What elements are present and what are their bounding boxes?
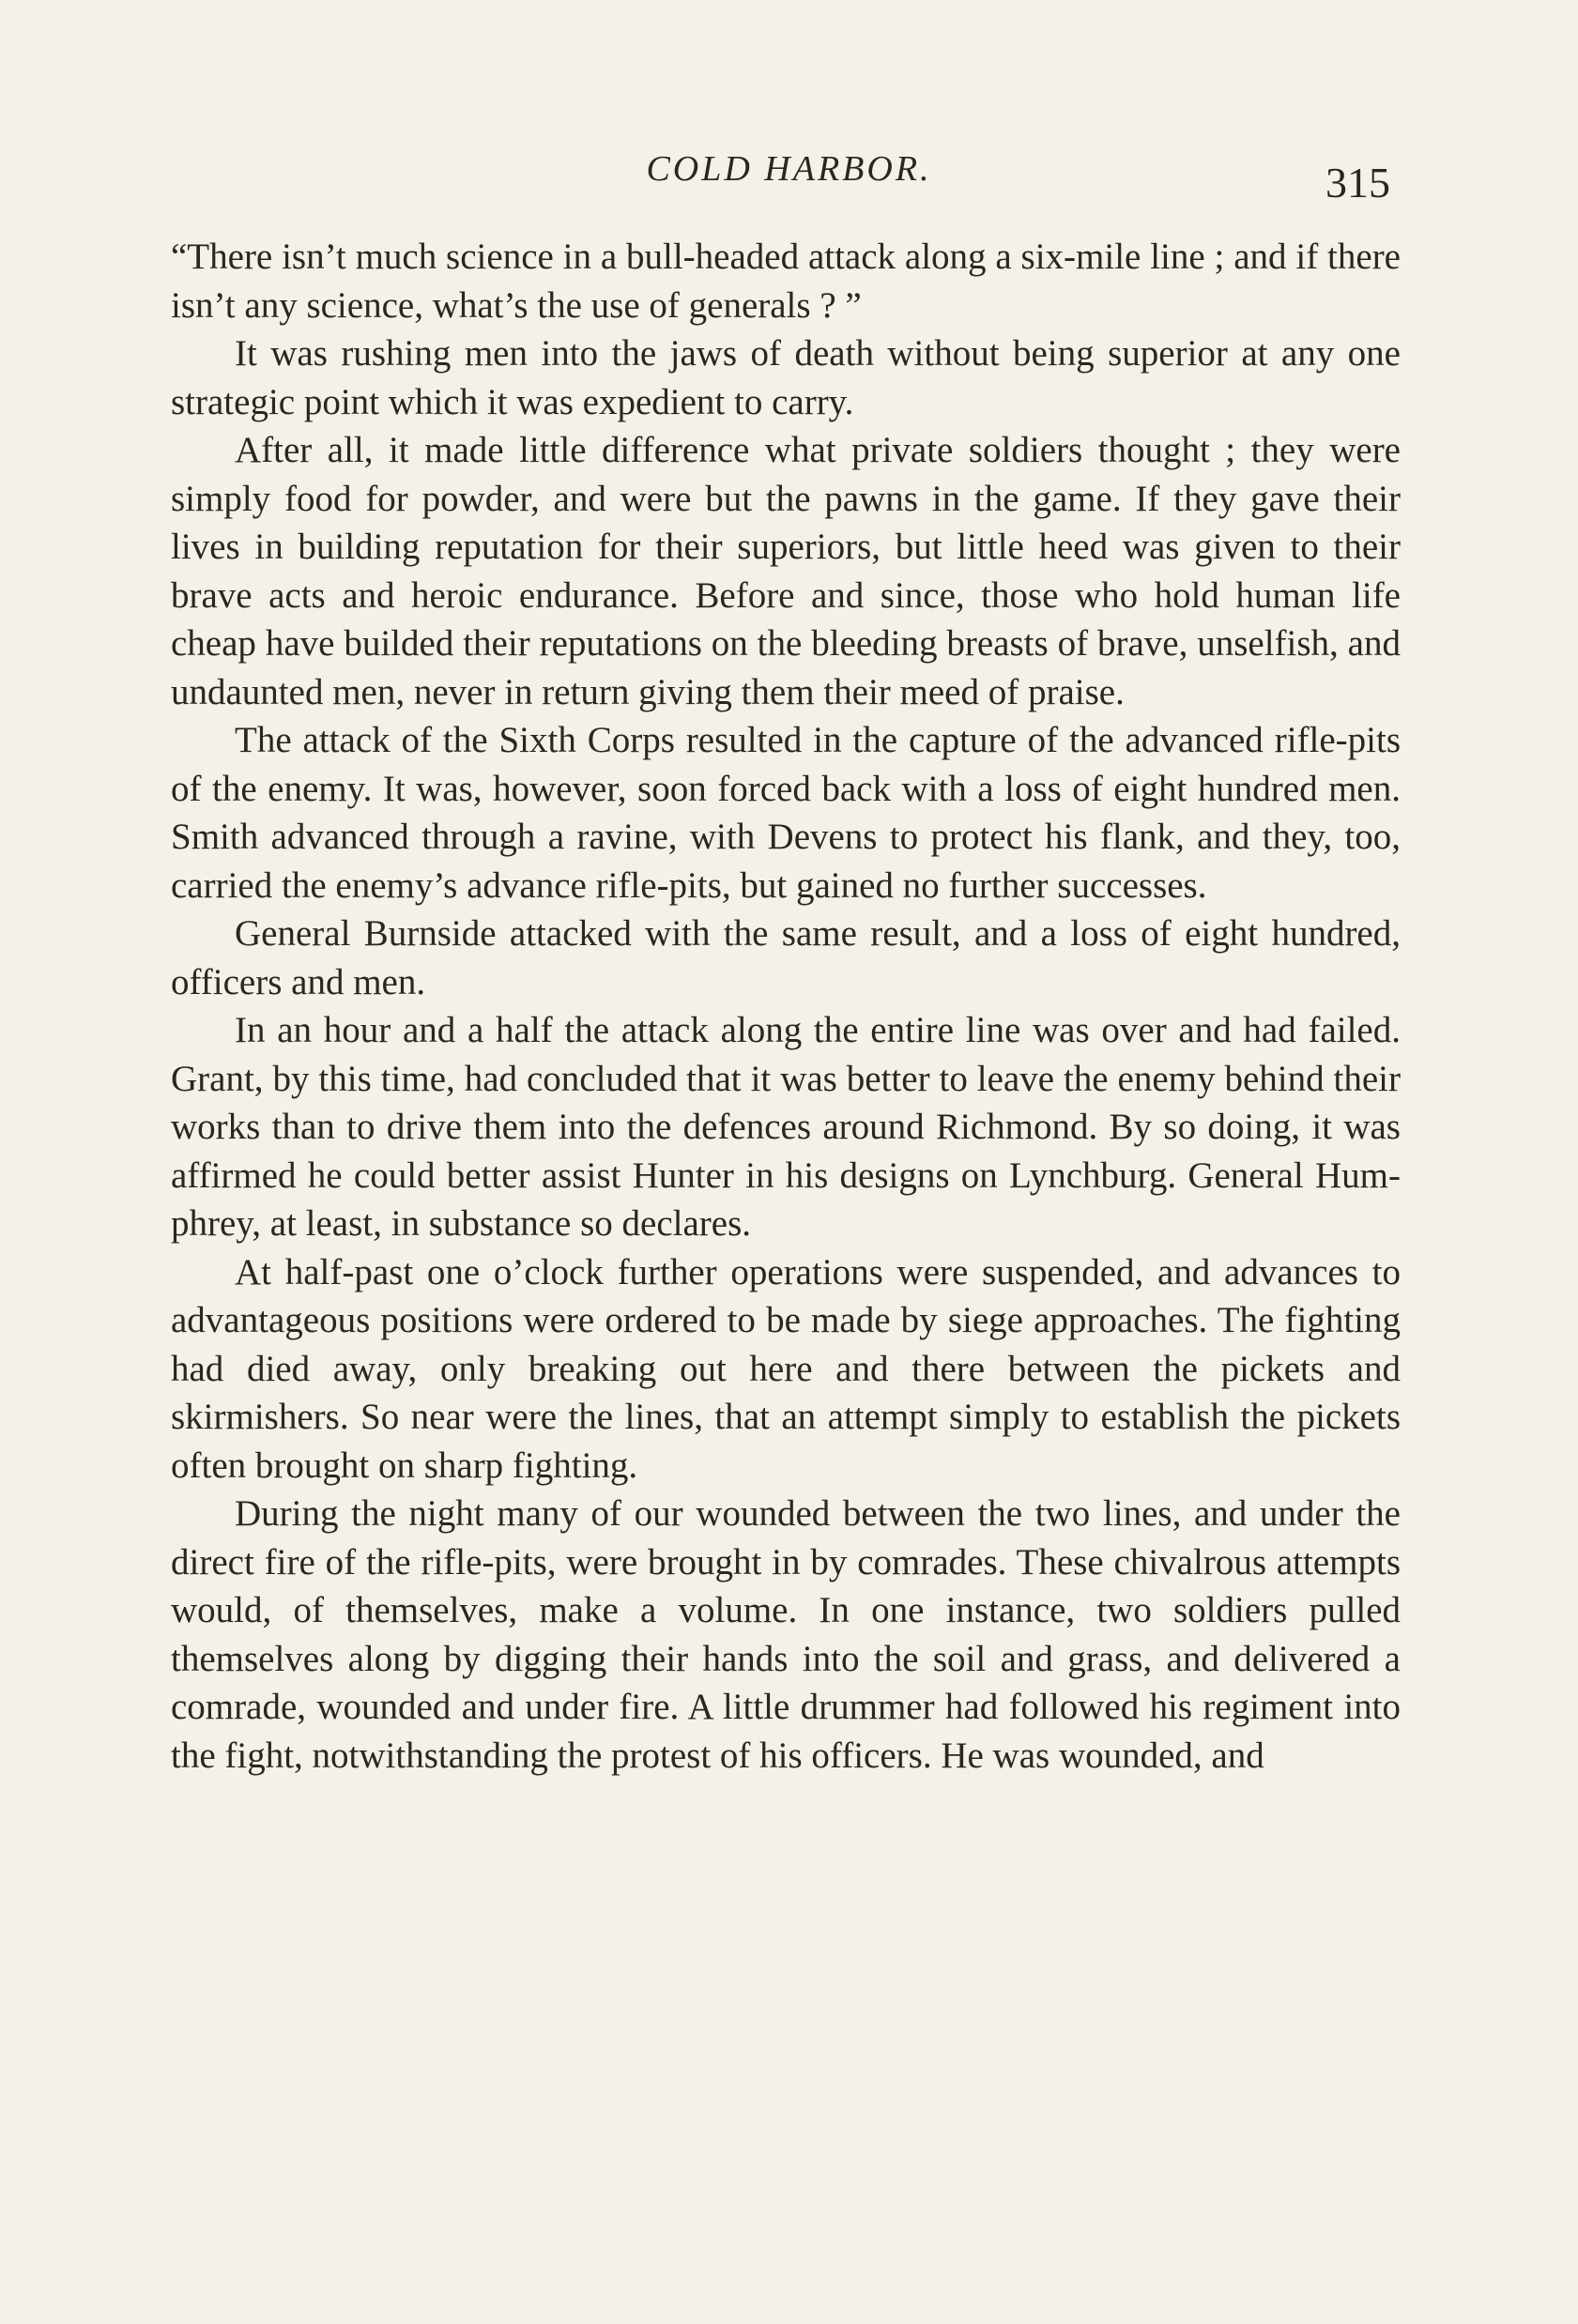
paragraph: In an hour and a half the attack along the entire line was over and had failed. Grant, by this time, had concluded that it was better to leave the enemy behind their works than to drive them into the defences around Richmond. By so doing, it was affirmed he could better assist Hunter in his designs on Lynchburg. General Hum-phrey, at least, in substance so declares. [171, 1010, 1401, 1244]
paragraph: The attack of the Sixth Corps resulted in the capture of the advanced rifle-pits of the enemy. It was, however, soon forced back with a loss of eight hundred men. Smith advanced through a ravine, with Devens to protect his flank, and they, too, carried the enemy’s advance rifle-pits, but gained no further successes. [171, 720, 1401, 906]
running-head: COLD HARBOR. [646, 149, 932, 189]
paragraph: It was rushing men into the jaws of death without being superior at any one strategic point which it was expedient to carry. [171, 333, 1401, 422]
page-number: 315 [1325, 159, 1390, 206]
body-text [171, 233, 1401, 1780]
paragraph: After all, it made little difference what private soldiers thought ; they were simply food for powder, and were but the pawns in the game. If they gave their lives in building reputation for their superiors, but little heed was given to their brave acts and heroic endurance. Before and since, those who hold human life cheap have builded their reputations on the bleeding breasts of brave, unselfish, and undaunted men, never in return giving them their meed of praise. [171, 430, 1401, 712]
paragraph: “There isn’t much science in a bull-headed attack along a six-mile line ; and if there isn’t any science, what’s the use of generals ? ” [171, 237, 1401, 326]
paragraph: General Burnside attacked with the same result, and a loss of eight hundred, officers and men. [171, 913, 1401, 1002]
paragraph: At half-past one o’clock further operations were suspended, and advances to advantageous positions were ordered to be made by siege approaches. The fighting had died away, only breaking out here and there between the pickets and skirmishers. So near were the lines, that an attempt simply to establish the pickets often brought on sharp fighting. [171, 1251, 1401, 1486]
paragraph: During the night many of our wounded between the two lines, and under the direct fire of the rifle-pits, were brought in by comrades. These chivalrous attempts would, of themselves, make a volume. In one instance, two soldiers pulled themselves along by digging their hands into the soil and grass, and delivered a comrade, wounded and under fire. A little drummer had followed his regiment into the fight, notwithstanding the protest of his officers. He was wounded, and [171, 1493, 1401, 1776]
